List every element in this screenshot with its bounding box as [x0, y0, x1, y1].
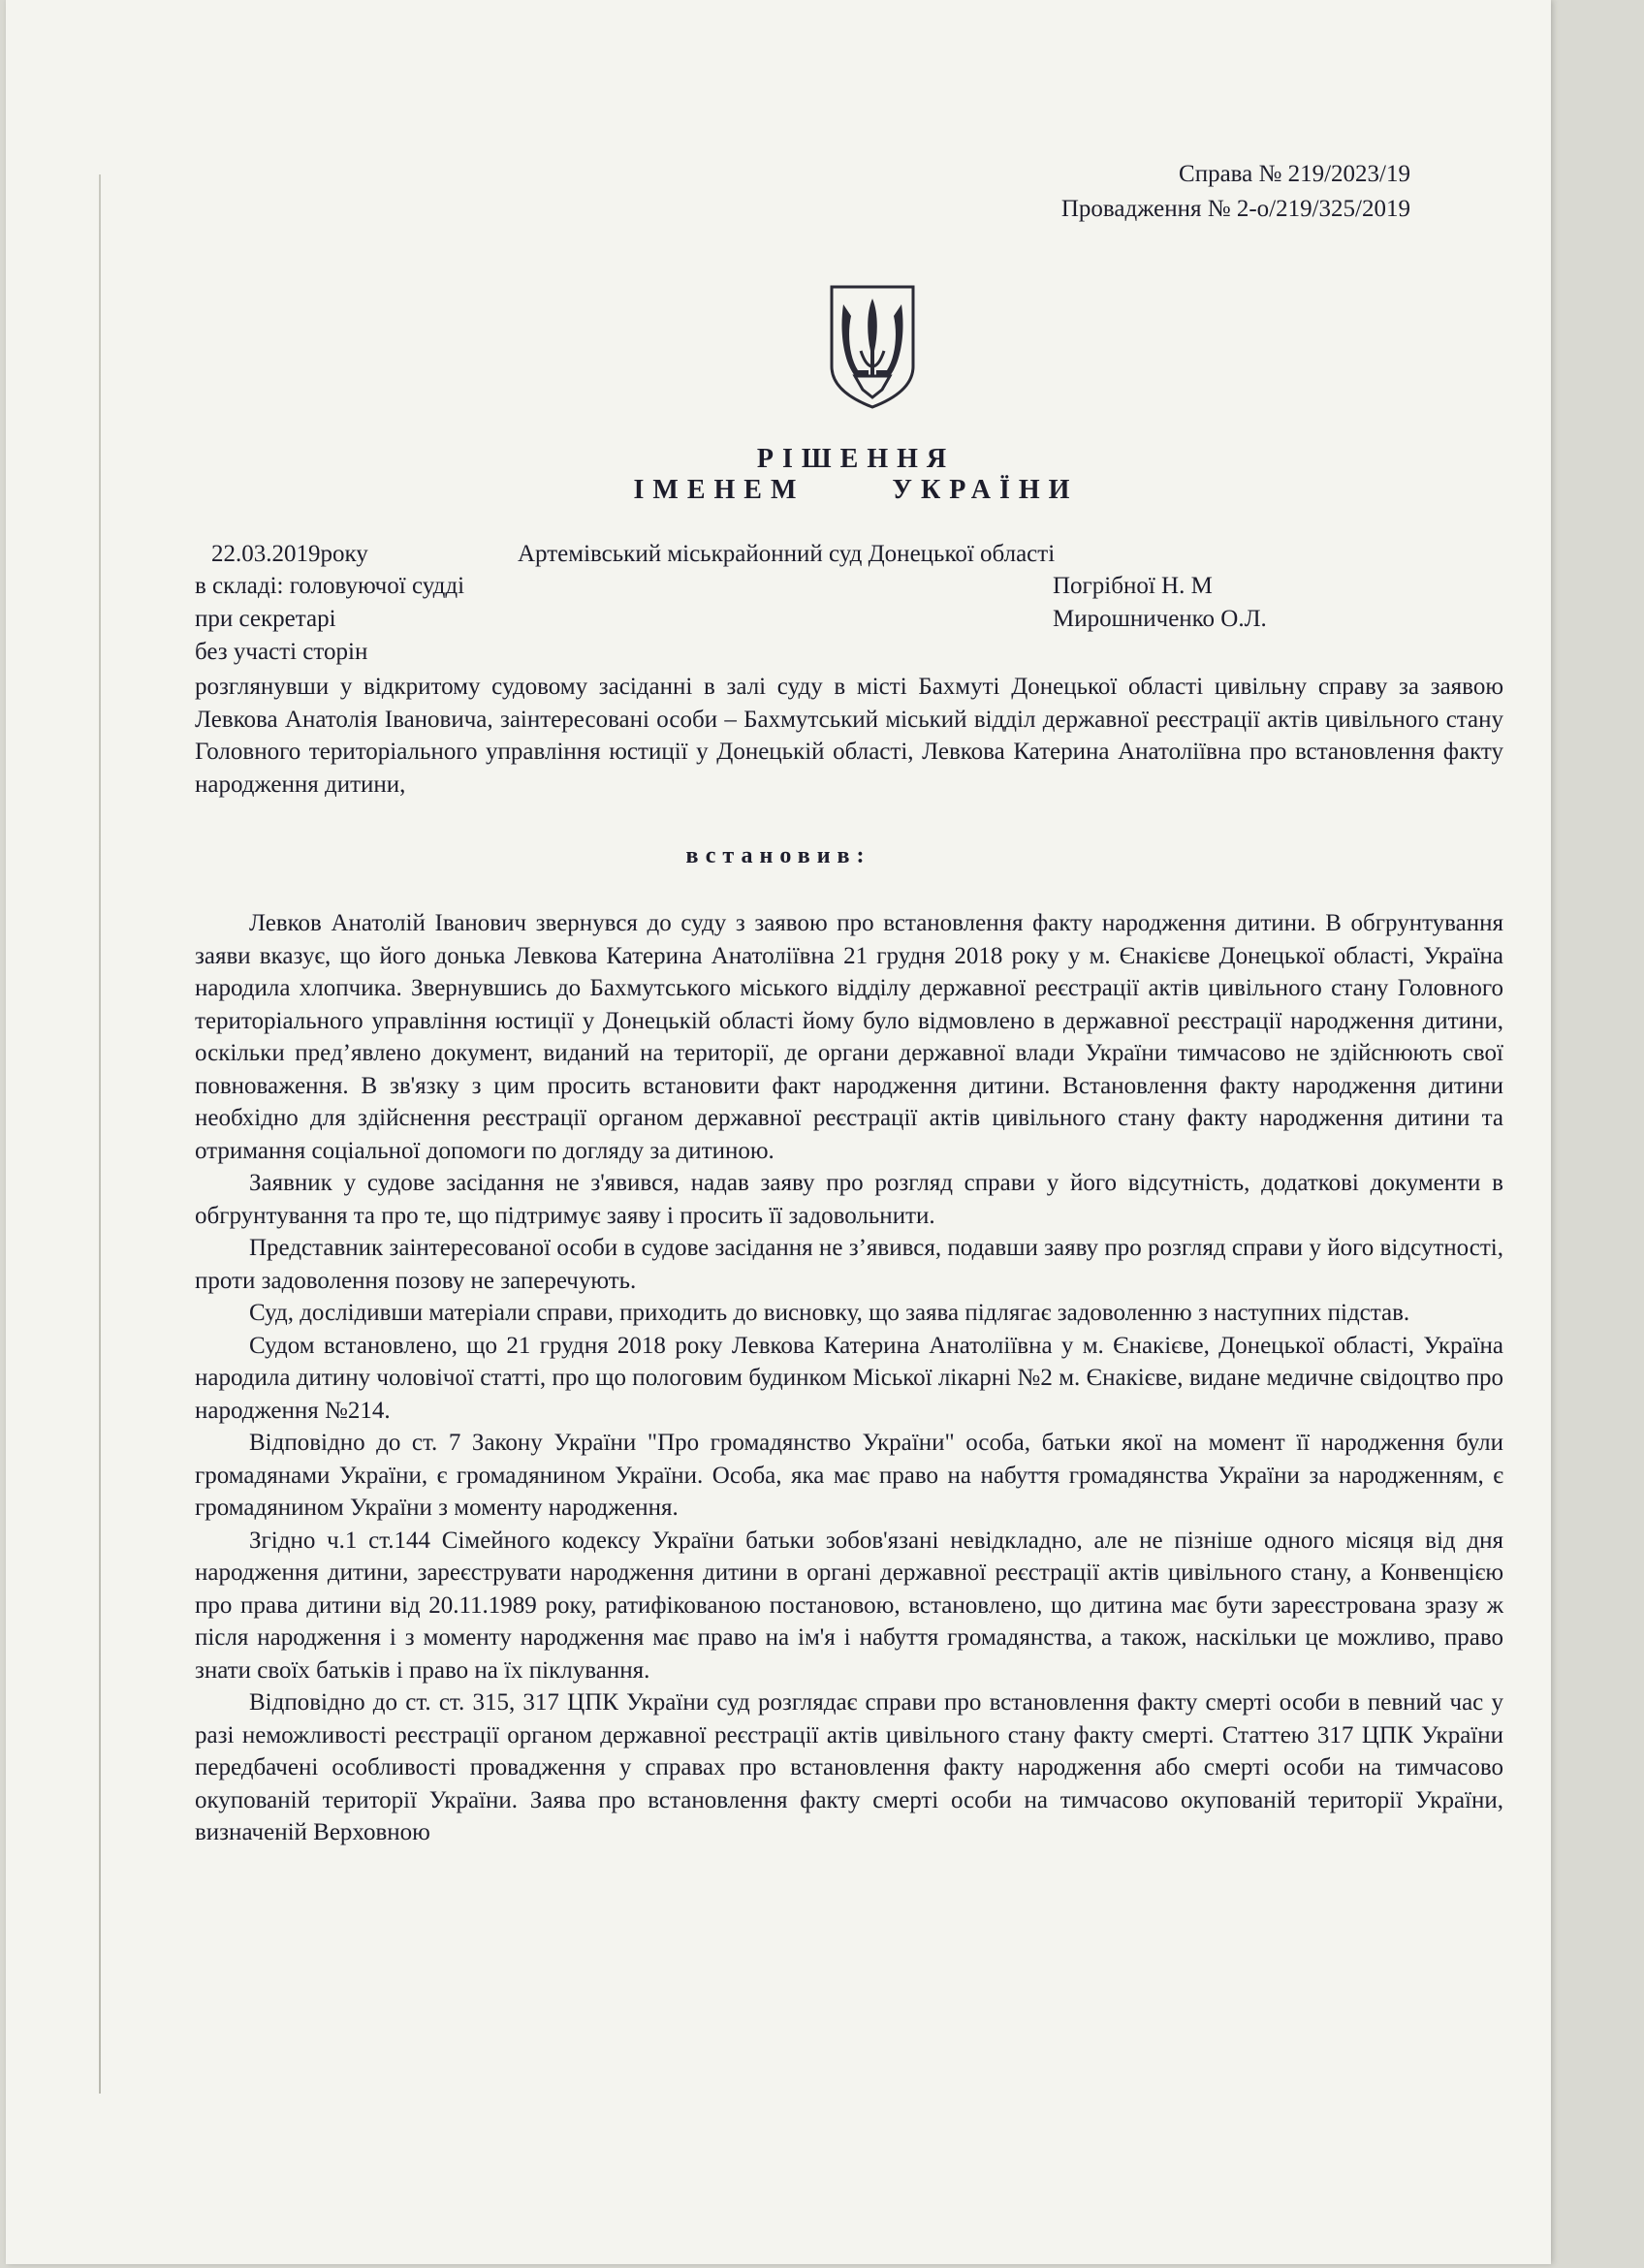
decision-body — [195, 907, 1503, 1849]
paragraph: Заявник у судове засідання не з'явився, надав заяву про розгляд справи у його відсутність, додаткові документи в обгрунтування та про те, що підтримує заяву і просить її задовольнити. — [195, 1170, 1503, 1229]
paragraph: Суд, дослідивши матеріали справи, приходить до висновку, що заява підлягає задоволенню з наступних підстав. — [249, 1300, 1410, 1326]
case-number: Справа № 219/2023/19 — [1179, 161, 1410, 187]
document-page — [6, 0, 1551, 2264]
court-name: Артемівський міськрайонний суд Донецької області — [518, 541, 1056, 567]
established-heading: встановив: — [685, 843, 871, 868]
paragraph: Згідно ч.1 ст.144 Сімейного кодексу України батьки зобов'язані невідкладно, але не пізніше одного місяця від дня народження дитини, зареєструвати народження дитини в органі державної реєстрації актів цивільного стану, а Конвенцією про права дитини від 20.11.1989 року, ратифікованою постановою, встановлено, що дитина має бути зареєстрована зразу ж після народження і з моменту народження має право на ім'я і набуття громадянства, а також, наскільки це можливо, право знати своїх батьків і право на їх піклування. — [195, 1527, 1503, 1684]
composition-label: в складі: головуючої судді — [195, 573, 465, 599]
case-header — [1061, 157, 1410, 227]
paragraph: Представник заінтересованої особи в судове засідання не з’явився, подавши заяву про розгляд справи у його відсутності, проти задоволення позову не заперечують. — [195, 1235, 1503, 1294]
proceeding-number: Провадження № 2-о/219/325/2019 — [1060, 196, 1410, 222]
decision-title: РІШЕННЯ — [756, 444, 956, 474]
subtitle-part-1: ІМЕНЕМ — [633, 475, 806, 505]
paragraph: Судом встановлено, що 21 грудня 2018 року Левкова Катерина Анатоліївна у м. Єнакієве, Донецької області, Україна народила дитину чоловічої статті, про що пологовим будинком Міської лікарні №2 м. Єнакієве, видане медичне свідоцтво про народження №214. — [195, 1332, 1503, 1424]
trident-emblem-icon — [826, 283, 919, 411]
intro-paragraph — [195, 671, 1503, 801]
secretary-label: при секретарі — [195, 606, 336, 632]
paragraph: Відповідно до ст. 7 Закону України "Про громадянство України" особа, батьки якої на момент її народження були громадянами України, є громадянином України. Особа, яка має право на набуття громадянства України за народженням, є громадянином України з моменту народження. — [195, 1430, 1503, 1521]
decision-date: 22.03.2019року — [211, 541, 368, 567]
parties-note: без участі сторін — [195, 639, 368, 665]
intro-text: розглянувши у відкритому судовому засіданні в залі суду в місті Бахмуті Донецької області цивільну справу за заявою Левкова Анатолія Івановича, заінтересовані особи – Бахмутський міський відділ державної реєстрації актів цивільного стану Головного територіального управління юстиції у Донецькій області, Левкова Катерина Анатоліївна про встановлення факту народження дитини, — [195, 674, 1503, 798]
subtitle-part-2: УКРАЇНИ — [892, 475, 1079, 505]
paragraph: Відповідно до ст. ст. 315, 317 ЦПК України суд розглядає справи про встановлення факту смерті особи в певний час у разі неможливості реєстрації органом державної реєстрації актів цивільного стану факту смерті. Статтею 317 ЦПК України передбачені особливості провадження у справах про встановлення факту народження або смерті особи на тимчасово окупованій території України. Заява про встановлення факту смерті особи на тимчасово окупованій території України, визначеній Верховною — [195, 1689, 1503, 1845]
secretary-name: Мирошниченко О.Л. — [1053, 606, 1267, 632]
decision-subtitle — [83, 475, 1628, 506]
paragraph: Левков Анатолій Іванович звернувся до суду з заявою про встановлення факту народження дитини. В обгрунтування заяви вказує, що його донька Левкова Катерина Анатоліївна 21 грудня 2018 року у м. Єнакієве Донецької області, Україна народила хлопчика. Звернувшись до Бахмутського міського відділу державної реєстрації актів цивільного стану Головного територіального управління юстиції у Донецькій області йому було відмовлено в державної реєстрації народження дитини, оскільки пред’явлено документ, виданий на території, де органи державної влади України тимчасово не здійснюють свої повноваження. В зв'язку з цим просить встановити факт народження дитини. Встановлення факту народження дитини необхідно для здійснення реєстрації органом державної реєстрації актів цивільного стану факту народження дитини та отримання соціальної допомоги по догляду за дитиною. — [195, 910, 1503, 1164]
judge-name: Погрібної Н. М — [1053, 573, 1213, 599]
